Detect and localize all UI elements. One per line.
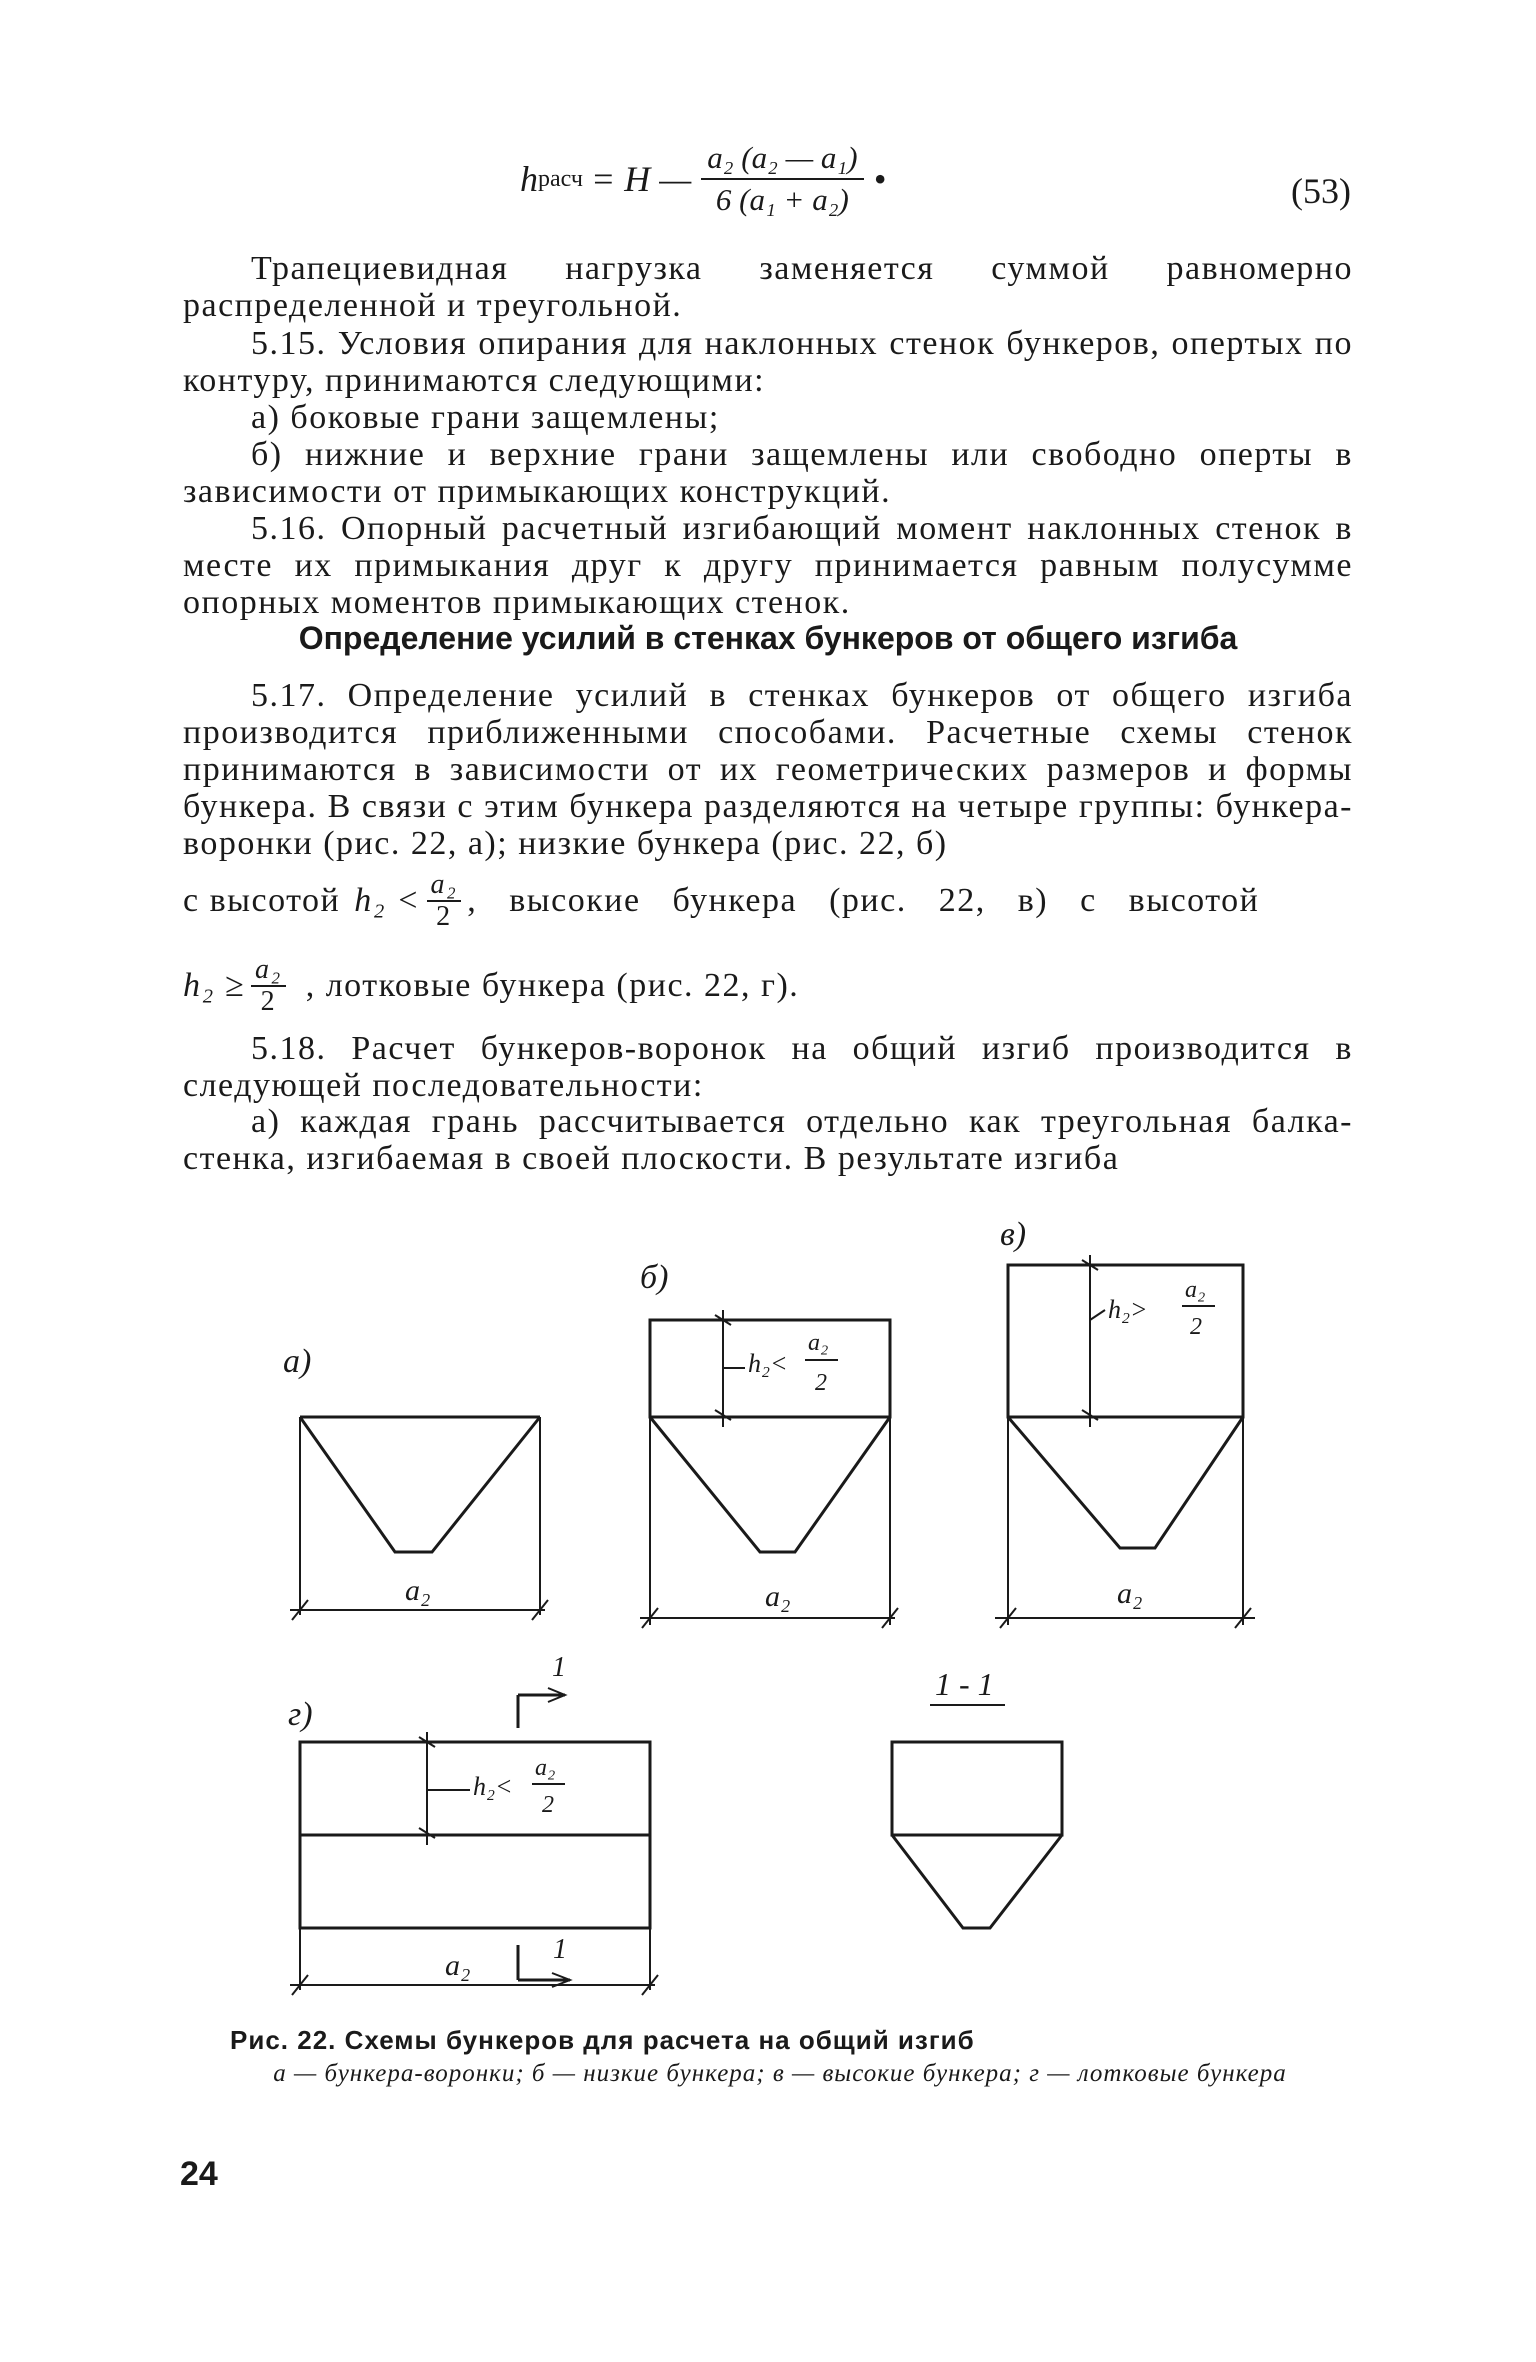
frac-2: 2 xyxy=(815,1370,827,1396)
paragraph-5-16: 5.16. Опорный расчетный изгибающий момент наклонных стенок в месте их примыкания друг к другу принимается равным полусумме опорных моментов примыкающих стенок. xyxy=(183,510,1353,621)
hopper-trough-diagram xyxy=(288,1652,658,1995)
label-h2-less: h₂< xyxy=(473,1772,513,1801)
label-b: б) xyxy=(640,1259,669,1296)
label-h2-less: h₂< xyxy=(748,1349,788,1378)
svg-text:1: 1 xyxy=(553,1934,567,1965)
formula-denominator: 6 (a₁ + a₂) xyxy=(715,182,849,217)
label-g: г) xyxy=(288,1696,313,1733)
paragraph-trapezoid: Трапециевидная нагрузка заменяется суммой равномерно распределенной и треугольной. xyxy=(183,250,1353,324)
figure-caption-body: а — бункера-воронки; б — низкие бункера; в — высокие бункера; г — лотковые бункера xyxy=(273,2060,1287,2087)
figure-caption-title: Рис. 22. Схемы бункеров для расчета на общий изгиб xyxy=(230,2025,975,2055)
paragraph-5-15: 5.15. Условия опирания для наклонных стенок бункеров, опертых по контуру, принимаются следующими: xyxy=(183,325,1353,399)
formula-tail: • xyxy=(873,159,887,199)
frac-a2: a₂ xyxy=(1185,1277,1206,1303)
height-condition-line-2: h₂ ≥ $\frac{\text{a₂}}{2}$ , лотковые бункера (рис. 22, г). xyxy=(183,954,800,1017)
page-number: 24 xyxy=(180,2155,218,2193)
dimension-a2: a₂ xyxy=(405,1574,431,1607)
equation-number: (53) xyxy=(1291,171,1351,211)
paragraph-5-18-a: а) каждая грань рассчитывается отдельно как треугольная балка-стенка, изгибаемая в своей плоскости. В результате изгиба xyxy=(183,1103,1353,1177)
formula-lhs-sub: расч xyxy=(538,165,583,192)
fraction-a2-over-2: $\frac{\text{a₂}}{2}$ xyxy=(427,870,462,932)
paragraph-5-15-a: а) боковые грани защемлены; xyxy=(251,399,720,436)
paragraph-5-18: 5.18. Расчет бункеров-воронок на общий изгиб производится в следующей последовательности: xyxy=(183,1030,1353,1104)
frac-a2: a₂ xyxy=(535,1755,556,1781)
formula-equals: = H — xyxy=(590,159,692,199)
formula-lhs: h xyxy=(520,159,538,199)
paragraph-5-15-b: б) нижние и верхние грани защемлены или свободно оперты в зависимости от примыкающих конструкций. xyxy=(183,436,1353,510)
svg-text:1: 1 xyxy=(552,1652,566,1683)
height-condition-line-1: с высотой h₂ < $\frac{\text{a₂}}{2}$ , высокие бункера (рис. 22, в) с высотой xyxy=(183,869,1260,932)
section-title: Определение усилий в стенках бункеров от общего изгиба xyxy=(298,620,1238,656)
formula-numerator: a₂ (a₂ — a₁) xyxy=(701,140,863,180)
label-a: а) xyxy=(283,1343,312,1380)
frac-a2: a₂ xyxy=(808,1330,829,1356)
hopper-high-diagram xyxy=(995,1216,1255,1628)
section-1-1-title: 1 - 1 xyxy=(935,1666,994,1702)
section-1-1-diagram xyxy=(892,1666,1062,1928)
hopper-low-diagram xyxy=(640,1259,898,1628)
label-h2-greater: h₂> xyxy=(1108,1295,1148,1324)
dimension-a2: a₂ xyxy=(1117,1577,1143,1610)
fraction-a2-over-2: $\frac{\text{a₂}}{2}$ xyxy=(251,955,286,1017)
label-v: в) xyxy=(1000,1216,1027,1253)
section-mark-top xyxy=(518,1652,566,1728)
frac-2: 2 xyxy=(542,1792,554,1818)
paragraph-5-17: 5.17. Определение усилий в стенках бункеров от общего изгиба производится приближенными способами. Расчетные схемы стенок принимаются в зависимости от их геометрических размеров и формы бункера. В связи с этим бункера разделяются на четыре группы: бункера-воронки (рис. 22, а); низкие бункера (рис. 22, б) xyxy=(183,677,1353,862)
section-mark-bottom xyxy=(518,1934,570,1987)
hopper-funnel-diagram xyxy=(283,1343,548,1620)
dimension-a2: a₂ xyxy=(445,1949,471,1982)
dimension-a2: a₂ xyxy=(765,1580,791,1613)
frac-2: 2 xyxy=(1190,1314,1202,1340)
